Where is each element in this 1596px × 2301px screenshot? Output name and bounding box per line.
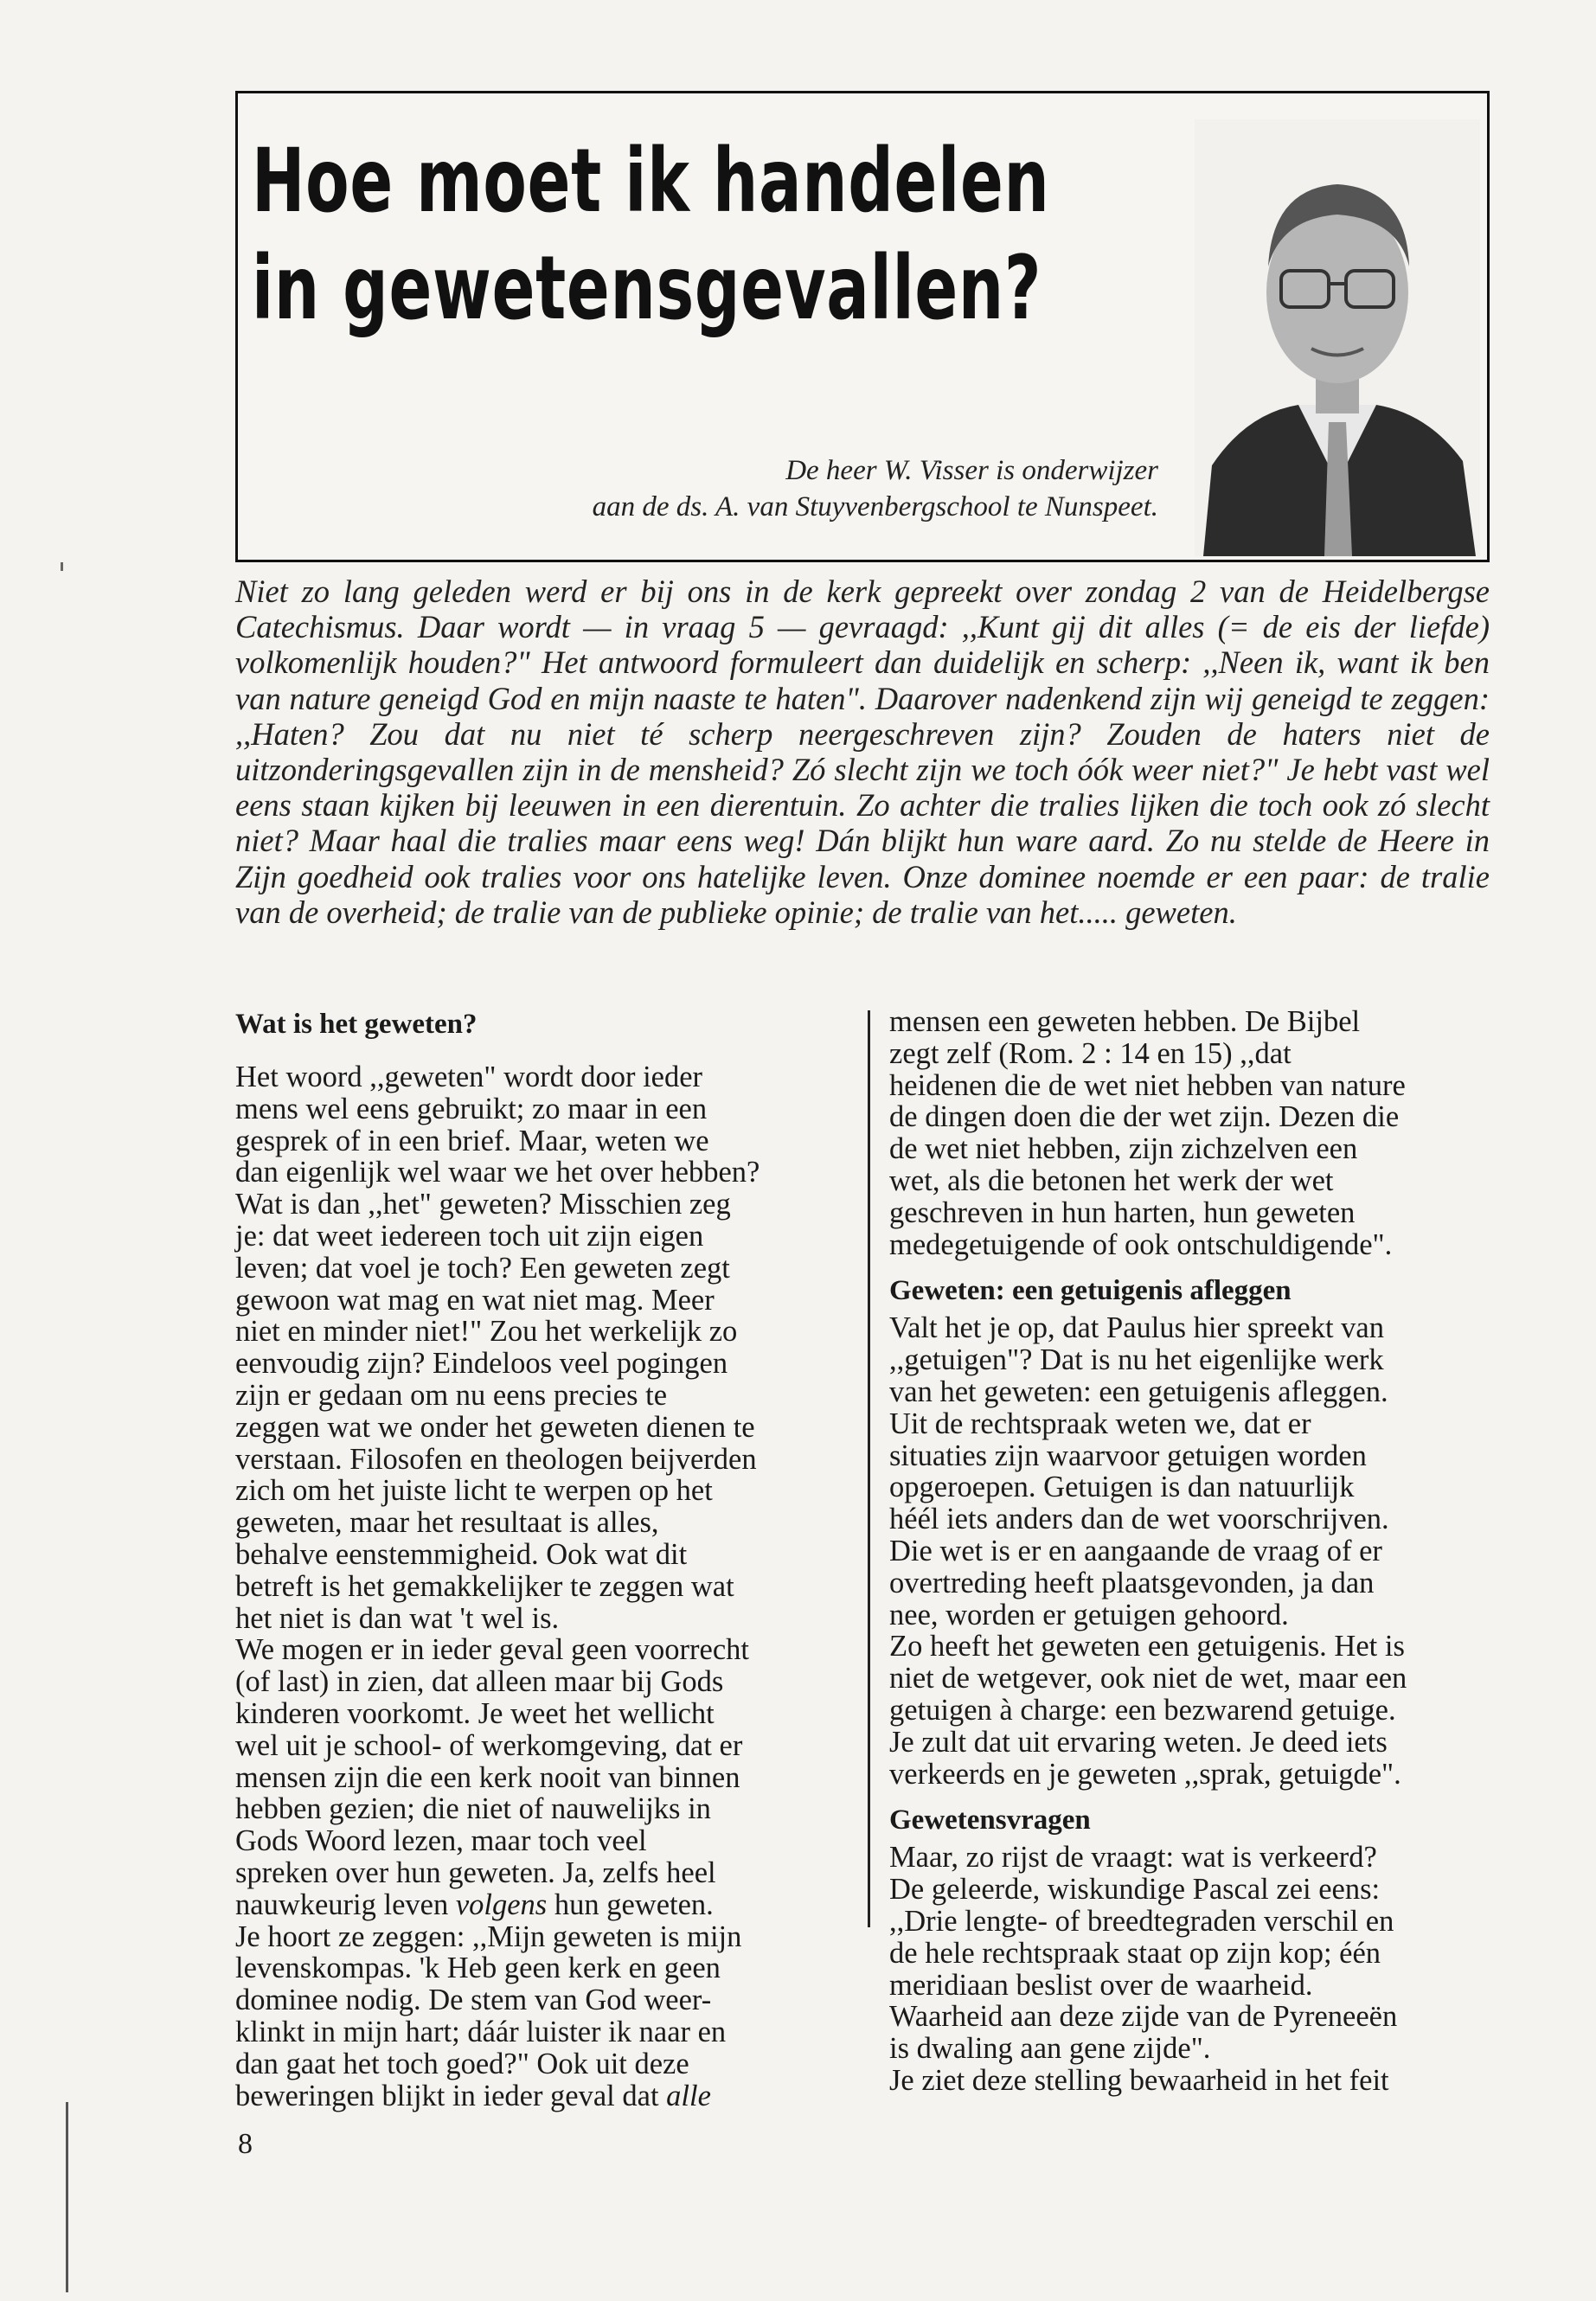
title-box [235, 91, 1490, 562]
right-paragraph-5: Je ziet deze stelling bewaarheid in het feit [889, 2063, 1389, 2097]
headline-line-1: Hoe moet ik handelen [252, 130, 1050, 233]
scan-speck [61, 562, 63, 571]
left-paragraph-2-text: We mogen er in ieder geval geen voorrecht (of last) in zien, dat alleen maar bij Gods kinderen voorkomt. Je weet het wellicht wel uit je school- of werkomgeving, dat er mensen zijn die een kerk nooit van binnen hebben gezien; die niet of nauwelijks in Gods Woord lezen, maar toch veel spreken over hun geweten. Ja, zelfs heel nauwkeurig leven [235, 1633, 749, 1921]
left-paragraph-3-emphasis: alle [666, 2079, 711, 2112]
caption-line-1: De heer W. Visser is onderwijzer [785, 455, 1158, 486]
left-column [235, 1006, 824, 2112]
left-paragraph-3-text: Je hoort ze zeggen: ,,Mijn geweten is mijn levenskompas. 'k Heb geen kerk en geen dominee nodig. De stem van God weer- klinkt in mijn hart; dáár luister ik naar en dan gaat het toch goed?" Ook uit deze beweringen blijkt in ieder geval dat [235, 1920, 742, 2112]
intro-text [235, 574, 1490, 930]
right-paragraph-2: Valt het je op, dat Paulus hier spreekt van ,,getuigen"? Dat is nu het eigenlijke werk van het geweten: een getuigenis afleggen. Uit de rechtspraak weten we, dat er situaties zijn waarvoor getuigen worden opgeroepen. Getuigen is dan natuurlijk héél iets anders dan de wet voorschrijven. Die wet is er en aangaande de vraag of er overtreding heeft plaatsgevonden, ja dan nee, worden er getuigen gehoord. [889, 1311, 1389, 1631]
right-paragraph-3: Zo heeft het geweten een getuigenis. Het is niet de wetgever, ook niet de wet, maar een getuigen à charge: een bezwarend getuige. Je zult dat uit ervaring weten. Je deed iets verkeerds en je geweten ,,sprak, getuigde". [889, 1630, 1407, 1791]
left-paragraph-1: Het woord ,,geweten" wordt door ieder mens wel eens gebruikt; zo maar in een gesprek of in een brief. Maar, weten we dan eigenlijk wel waar we het over hebben? Wat is dan ,,het" geweten? Misschien zeg je: dat weet iedereen toch uit zijn eigen leven; dat voel je toch? Een geweten zegt gewoon wat mag en wat niet mag. Meer niet en minder niet!" Zou het werkelijk zo eenvoudig zijn? Eindeloos veel pogingen zijn er gedaan om nu eens precies te zeggen wat we onder het geweten dienen te verstaan. Filosofen en theologen beijverden zich om het juiste licht te werpen op het geweten, maar het resultaat is alles, behalve eenstemmigheid. Ook wat dit betreft is het gemakkelijker te zeggen wat het niet is dan wat 't wel is. [235, 1061, 760, 1635]
section-heading-gewetensvragen: Gewetensvragen [889, 1804, 1091, 1836]
left-paragraph-3 [235, 1921, 824, 2112]
right-paragraph-4: Maar, zo rijst de vraagt: wat is verkeerd? De geleerde, wiskundige Pascal zei eens: ,,Drie lengte- of breedtegraden verschil en de hele rechtspraak staat op zijn kop; één meridiaan beslist over de waarheid. Waarheid aan deze zijde van de Pyreneeën is dwaling aan gene zijde". [889, 1841, 1398, 2066]
column-divider [868, 1010, 870, 1927]
intro-paragraph: Niet zo lang geleden werd er bij ons in de kerk gepreekt over zondag 2 van de Heidelbergse Catechismus. Daar wordt — in vraag 5 — gevraagd: ,,Kunt gij dit alles (= de eis der liefde) volkomenlijk houden?" Het antwoord formuleert dan duidelijk en scherp: ,,Neen ik, want ik ben van nature geneigd God en mijn naaste te haten". Daarover nadenkend zijn wij geneigd te zeggen: ,,Haten? Zou dat nu niet té scherp neergeschreven zijn? Zouden de haters niet de uitzonderingsgevallen zijn in de mensheid? Zó slecht zijn we toch óók weer niet?" Je hebt vast wel eens staan kijken bij leeuwen in een dierentuin. Zo achter die tralies lijken die toch ook zó slecht niet? Maar haal die tralies maar eens weg! Dán blijkt hun ware aard. Zo nu stelde de Heere in Zijn goedheid ook tralies voor ons hatelijke leven. Onze dominee noemde er een paar: de tralie van de overheid; de tralie van de publieke opinie; de tralie van het..... geweten. [235, 574, 1490, 930]
right-paragraph-1: mensen een geweten hebben. De Bijbel zegt zelf (Rom. 2 : 14 en 15) ,,dat heidenen die de wet niet hebben van nature de dingen doen die der wet zijn. Dezen die de wet niet hebben, zijn zichzelven een wet, als die betonen het werk der wet geschreven in hun harten, hun geweten medegetuigende of ook ontschuldigende". [889, 1005, 1406, 1261]
page-number: 8 [238, 2128, 253, 2160]
headline [252, 128, 1050, 343]
section-heading-getuigenis: Geweten: een getuigenis afleggen [889, 1275, 1292, 1307]
left-paragraph-2 [235, 1634, 824, 1920]
left-paragraph-2-end: hun geweten. [554, 1888, 714, 1921]
right-column [889, 1006, 1490, 2097]
author-portrait [1195, 119, 1480, 556]
left-paragraph-2-emphasis: volgens [455, 1888, 548, 1921]
author-caption [593, 452, 1158, 525]
caption-line-2: aan de ds. A. van Stuyvenbergschool te Nunspeet. [592, 491, 1158, 522]
section-heading-geweten: Wat is het geweten? [235, 1009, 478, 1040]
headline-line-2: in gewetensgevallen? [252, 237, 1042, 340]
binding-mark [66, 2102, 68, 2292]
